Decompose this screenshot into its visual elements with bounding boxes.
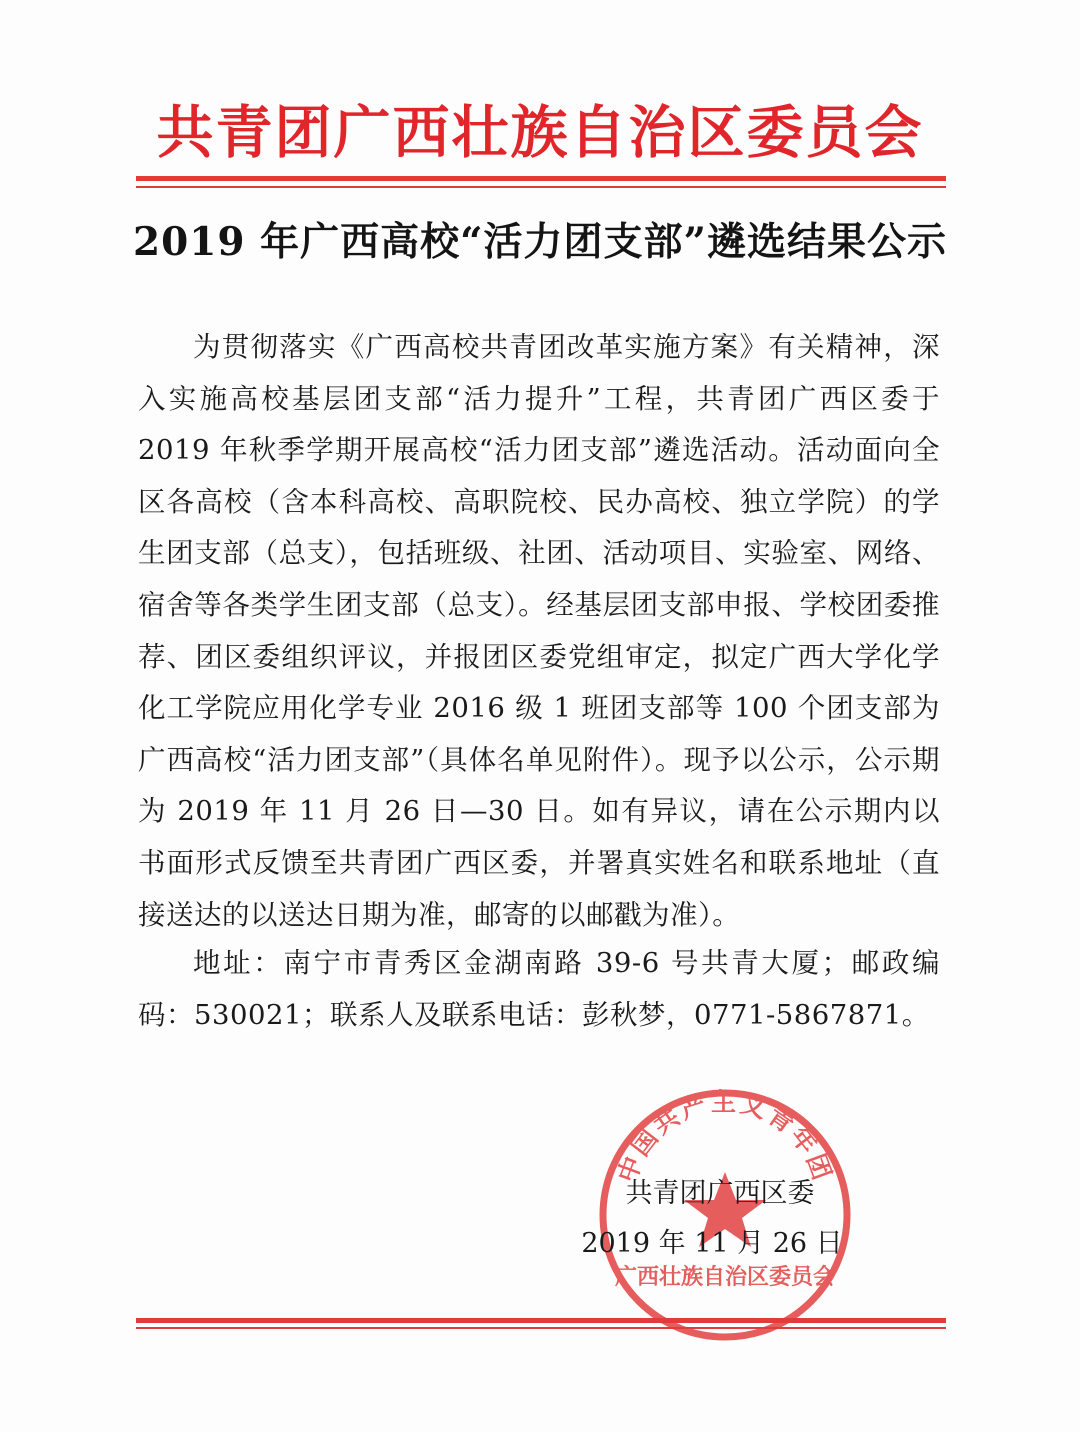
seal-inner-text: 广西壮族自治区委员会 xyxy=(614,1264,836,1290)
footer-rule-thin xyxy=(136,1327,946,1329)
body-paragraph-announcement: 为贯彻落实《广西高校共青团改革实施方案》有关精神，深入实施高校基层团支部“活力提升”工程，共青团广西区委于 2019 年秋季学期开展高校“活力团支部”遴选活动。活动面向全区各高校（含本科高校、高职院校、民办高校、独立学院）的学生团支部（总支），包括班级、社团、活动项目、实验室、网络、宿舍等各类学生团支部（总支）。经基层团支部申报、学校团委推荐、团区委组织评议，并报团区委党组审定，拟定广西大学化学化工学院应用化学专业 2016 级 1 班团支部等 100 个团支部为广西高校“活力团支部”（具体名单见附件）。现予以公示，公示期为 2019 年 11 月 26 日—30 日。如有异议，请在公示期内以书面形式反馈至共青团广西区委，并署真实姓名和联系地址（直接送达的以送达日期为准，邮寄的以邮戳为准）。 xyxy=(138,331,940,931)
document-title: 2019 年广西高校“活力团支部”遴选结果公示 xyxy=(133,219,947,265)
body-paragraph-contact: 地址：南宁市青秀区金湖南路 39-6 号共青大厦；邮政编码：530021；联系人及联系电话：彭秋梦，0771-5867871。 xyxy=(138,947,940,1031)
letterhead-rule-thin xyxy=(136,186,946,188)
signature-date: 2019 年 11 月 26 日 xyxy=(581,1228,843,1259)
official-seal xyxy=(596,1086,854,1344)
footer-rule-thick xyxy=(136,1318,946,1323)
letterhead-rule-thick xyxy=(136,176,946,181)
letterhead-org-name: 共青团广西壮族自治区委员会 xyxy=(156,99,924,166)
signature-org: 共青团广西区委 xyxy=(625,1178,815,1209)
seal-outer-text: 中国共产主义青年团 xyxy=(612,1087,838,1187)
